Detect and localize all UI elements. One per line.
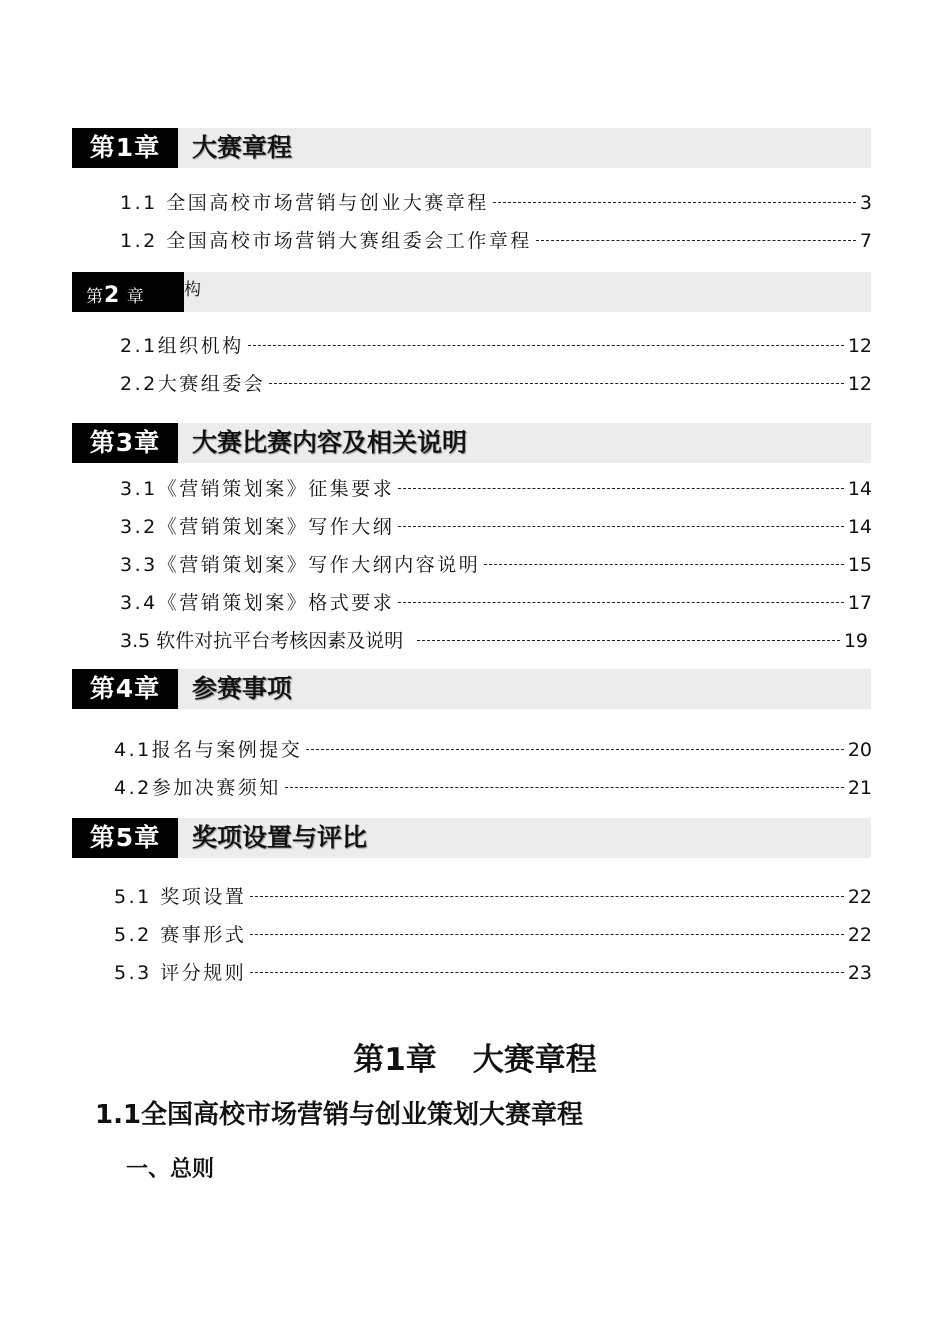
chapter-label-prefix: 第 <box>86 287 104 307</box>
chapter-heading-label: 第1章 <box>353 1042 437 1078</box>
chapter-header-4 <box>72 669 871 709</box>
toc-entry-text: 4.1报名与案例提交 <box>114 739 303 761</box>
toc-entry-text: 2.1组织机构 <box>120 335 244 357</box>
toc-entry-text: 5.3 评分规则 <box>114 962 247 984</box>
chapter-title: 大赛章程 <box>192 133 293 162</box>
chapter-title: 参赛事项 <box>192 674 293 703</box>
toc-entry[interactable] <box>114 735 872 765</box>
toc-page-number: 7 <box>859 230 872 252</box>
toc-leader <box>417 640 840 641</box>
toc-leader <box>269 383 844 384</box>
toc-page-number: 20 <box>847 739 872 761</box>
toc-entry[interactable] <box>114 958 872 988</box>
chapter-label-number: 2 <box>104 283 121 308</box>
toc-leader <box>536 240 856 241</box>
toc-page-number: 3 <box>859 192 872 214</box>
toc-page-number: 21 <box>847 777 872 799</box>
toc-entry[interactable] <box>120 550 872 580</box>
toc-page-number: 22 <box>847 886 872 908</box>
chapter-heading-title: 大赛章程 <box>472 1042 597 1078</box>
chapter-title: 奖项设置与评比 <box>192 823 368 852</box>
toc-entry-text: 3.1《营销策划案》征集要求 <box>120 478 395 500</box>
chapter-label-suffix: 章 <box>126 287 145 307</box>
toc-leader <box>248 345 844 346</box>
toc-entry[interactable] <box>120 226 872 256</box>
chapter-label <box>72 272 184 312</box>
toc-entry-text: 5.1 奖项设置 <box>114 886 247 908</box>
toc-entry[interactable] <box>114 773 872 803</box>
toc-entry-text: 3.4《营销策划案》格式要求 <box>120 592 395 614</box>
chapter-title: 构 <box>184 280 201 300</box>
toc-page-number: 23 <box>847 962 872 984</box>
toc-entry-text: 3.5 软件对抗平台考核因素及说明 <box>120 630 404 652</box>
chapter-header-5 <box>72 818 871 858</box>
chapter-header-2 <box>72 272 871 312</box>
toc-leader <box>285 787 844 788</box>
toc-page-number: 22 <box>847 924 872 946</box>
toc-leader <box>250 972 844 973</box>
toc-entry[interactable] <box>120 369 872 399</box>
toc-leader <box>398 526 844 527</box>
toc-page-number: 17 <box>847 592 872 614</box>
subsection-heading: 一、总则 <box>126 1157 215 1182</box>
chapter-label: 第1章 <box>72 128 178 168</box>
chapter-label: 第5章 <box>72 818 178 858</box>
toc-leader <box>493 202 856 203</box>
toc-entry-text: 4.2参加决赛须知 <box>114 777 281 799</box>
toc-leader <box>398 602 844 603</box>
toc-entry-text: 3.3《营销策划案》写作大纲内容说明 <box>120 554 481 576</box>
toc-entry-text: 5.2 赛事形式 <box>114 924 247 946</box>
toc-leader <box>306 749 844 750</box>
toc-leader <box>250 896 844 897</box>
toc-leader <box>484 564 844 565</box>
toc-page-number: 15 <box>847 554 872 576</box>
toc-entry[interactable] <box>114 882 872 912</box>
chapter-label: 第3章 <box>72 423 178 463</box>
toc-entry[interactable] <box>120 588 872 618</box>
chapter-label: 第4章 <box>72 669 178 709</box>
toc-entry-text: 2.2大赛组委会 <box>120 373 266 395</box>
toc-leader <box>398 488 844 489</box>
toc-entry-text: 1.1 全国高校市场营销与创业大赛章程 <box>120 192 489 214</box>
toc-page-number: 19 <box>843 630 868 652</box>
toc-entry-text: 3.2《营销策划案》写作大纲 <box>120 516 395 538</box>
toc-entry[interactable] <box>120 474 872 504</box>
toc-entry[interactable] <box>114 920 872 950</box>
toc-entry[interactable] <box>120 626 868 656</box>
toc-entry-text: 1.2 全国高校市场营销大赛组委会工作章程 <box>120 230 532 252</box>
toc-entry[interactable] <box>120 512 872 542</box>
chapter-header-3 <box>72 423 871 463</box>
toc-leader <box>250 934 844 935</box>
chapter-title: 大赛比赛内容及相关说明 <box>192 428 468 457</box>
chapter-header-1 <box>72 128 871 168</box>
section-heading: 1.1全国高校市场营销与创业策划大赛章程 <box>95 1100 584 1130</box>
toc-page-number: 14 <box>847 516 872 538</box>
toc-page-number: 14 <box>847 478 872 500</box>
chapter-heading <box>0 1034 950 1079</box>
toc-page-number: 12 <box>847 373 872 395</box>
toc-entry[interactable] <box>120 331 872 361</box>
toc-page-number: 12 <box>847 335 872 357</box>
toc-entry[interactable] <box>120 188 872 218</box>
